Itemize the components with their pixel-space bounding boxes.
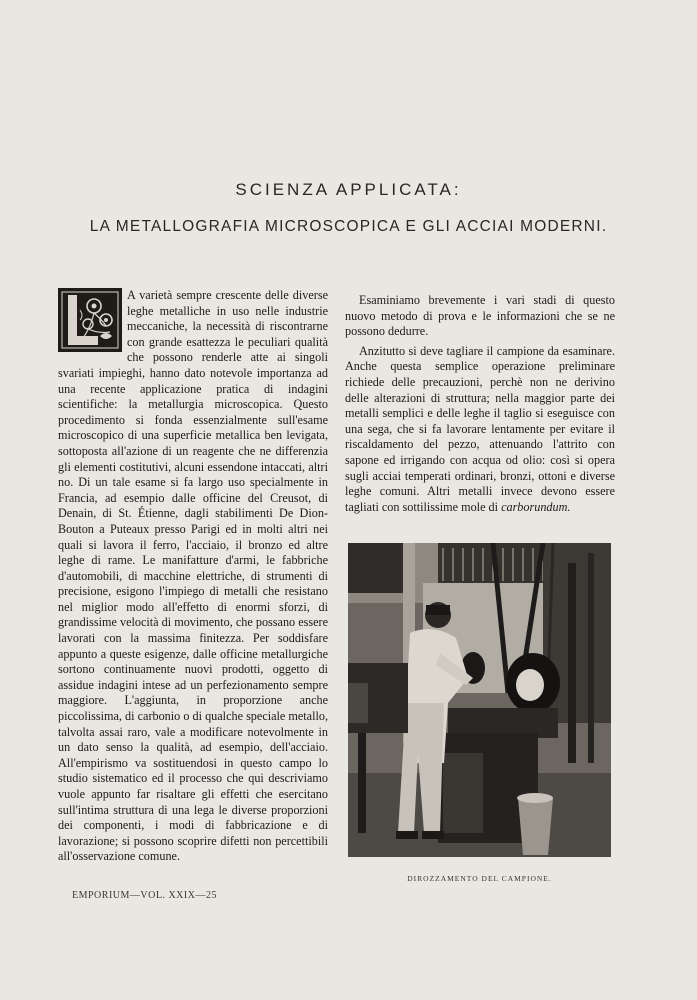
figure-caption: DIROZZAMENTO DEL CAMPIONE. <box>407 874 552 883</box>
dropcap-illustration <box>58 288 122 352</box>
workshop-photograph <box>348 543 611 857</box>
page-footer: EMPORIUM—VOL. XXIX—25 <box>72 890 217 901</box>
right-paragraph-1: Esaminiamo brevemente i vari stadi di questo nuovo metodo di prova e le informazioni che se ne possono dedurre. <box>345 293 615 339</box>
carborundum-term: carborundum. <box>501 499 571 514</box>
section-kicker: SCIENZA APPLICATA: <box>235 180 462 199</box>
grinding-machine-photo <box>348 543 611 857</box>
left-paragraph-1: A varietà sempre crescente delle diverse leghe metalliche in uso nelle industrie meccaniche, la necessità di riscontrarne con grande esattezza le peculiari qualità che possono renderle atte ai singoli svariati impieghi, hanno dato notevole importanza ad una recente applicazione pratica di indagini scientifiche: la metallurgia microscopica. Questo procedimento si fonda essenzialmente sull'esame microscopico di una superficie metallica ben levigata, sottoposta all'azione di un reagente che ne differenzia gli elementi costitutivi, alcuni essendone intaccati, altri no. Di un tale esame si fa largo uso specialmente in Francia, ad esempio dalle officine del Creusot, di Denain, di St. Étienne, dagli stabilimenti De Dion-Bouton a Puteaux presso Parigi ed in molti altri nei quali si lavora il ferro, l'acciaio, il bronzo ed altre leghe di rame. Le manifatture d'armi, le fabbriche d'automobili, di macchine elettriche, di strumenti di precisione, esigono l'impiego di metalli che resistano nel miglior modo all'effetto di enormi sforzi, di grandissime velocità di movimento, che possano essere lavorati con la massima finitezza. Per soddisfare appunto a queste esigenze, dalle officine metallurgiche sortono continuamente nuovi prodotti, oggetto di assidue indagini intese ad un perfezionamento sempre maggiore. L'aggiunta, in proporzione anche piccolissima, di carbonio o di qualche speciale metallo, talvolta assai raro, vale a modificare notevolmente in un dato senso la qualità, ad esempio, dell'acciaio. All'empirismo va sostituendosi in questo campo lo studio sistematico ed il processo che qui descriviamo vuole appunto far risaltare gli effetti che esercitano sull'intima struttura di una lega le diverse proporzioni dei componenti, i modi di fabbricazione e di lavorazione; si possono scoprire difetti non percettibili all'osservazione comune. <box>58 288 328 864</box>
right-text-column <box>345 293 615 519</box>
right-paragraph-2 <box>345 344 615 516</box>
floral-dropcap-icon <box>60 290 120 350</box>
right-paragraph-2-text: Anzitutto si deve tagliare il campione da esaminare. Anche questa semplice operazione preliminare richiede delle precauzioni, perchè non ne derivino delle alterazioni di struttura; nella maggior parte dei metalli semplici e delle leghe il taglio si eseguisce con una sega, che si fa lavorare lentamente per evitare il riscaldamento del pezzo, attenuando l'attrito con sapone ed irrigando con acqua od olio: così si opera sugli acciai temperati ordinari, bronzi, ottoni e diverse leghe comuni. Altri metalli invece devono essere tagliati con sottilissime mole di <box>345 343 615 514</box>
left-text-column <box>58 288 328 865</box>
article-title: LA METALLOGRAFIA MICROSCOPICA E GLI ACCIAI MODERNI. <box>89 218 608 235</box>
